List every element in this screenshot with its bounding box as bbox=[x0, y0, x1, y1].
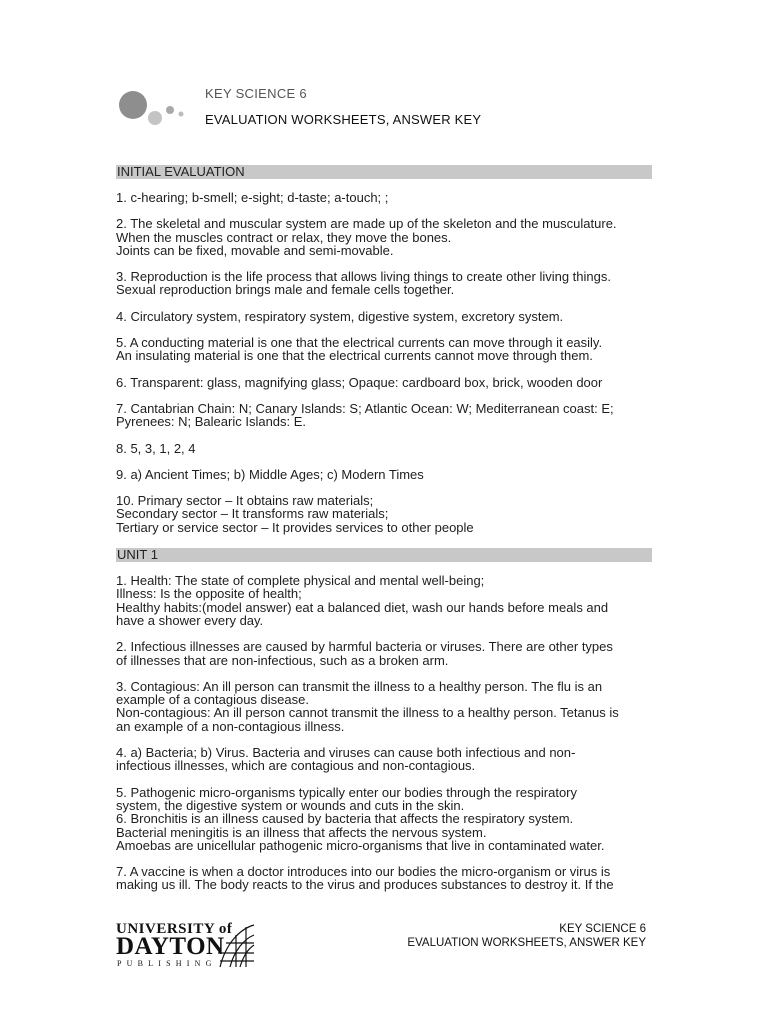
answer-item bbox=[116, 865, 652, 892]
answer-line: Pyrenees: N; Balearic Islands: E. bbox=[116, 414, 307, 430]
section-heading: UNIT 1 bbox=[116, 548, 652, 562]
answer-line: infectious illnesses, which are contagious and non-contagious. bbox=[116, 758, 476, 774]
document-subtitle: EVALUATION WORKSHEETS, ANSWER KEY bbox=[205, 112, 482, 127]
document-title: KEY SCIENCE 6 bbox=[205, 86, 307, 101]
publisher-name-line1: UNIVERSITY of bbox=[116, 921, 233, 937]
answer-line: 6. Transparent: glass, magnifying glass; Opaque: cardboard box, brick, wooden door bbox=[116, 374, 603, 390]
answer-line: 3. Contagious: An ill person can transmit the illness to a healthy person. The flu is an bbox=[116, 678, 603, 694]
answer-line: 7. A vaccine is when a doctor introduces into our bodies the micro-organism or virus is bbox=[116, 864, 611, 880]
answer-line: 2. The skeletal and muscular system are made up of the skeleton and the musculature. bbox=[116, 216, 617, 232]
gray-dots-icon bbox=[116, 88, 196, 128]
footer-subtitle: EVALUATION WORKSHEETS, ANSWER KEY bbox=[407, 937, 646, 949]
publisher-logo bbox=[116, 921, 256, 969]
answer-line: 2. Infectious illnesses are caused by harmful bacteria or viruses. There are other types bbox=[116, 639, 613, 655]
answer-item bbox=[116, 640, 652, 667]
answer-line: 9. a) Ancient Times; b) Middle Ages; c) Modern Times bbox=[116, 466, 424, 482]
answer-line: Tertiary or service sector – It provides services to other people bbox=[116, 519, 474, 535]
answer-line: making us ill. The body reacts to the virus and produces substances to destroy it. If the bbox=[116, 877, 614, 893]
answer-line: example of a contagious disease. bbox=[116, 692, 309, 708]
answer-item bbox=[116, 746, 652, 773]
answer-line: system, the digestive system or wounds and cuts in the skin. bbox=[116, 797, 465, 813]
answer-line: Illness: Is the opposite of health; bbox=[116, 586, 302, 602]
answer-line: 4. a) Bacteria; b) Virus. Bacteria and viruses can cause both infectious and non- bbox=[116, 745, 576, 761]
answer-line: Secondary sector – It transforms raw materials; bbox=[116, 506, 389, 522]
answer-item bbox=[116, 310, 652, 323]
publisher-name-line3: PUBLISHING bbox=[117, 959, 217, 968]
answer-line: Joints can be fixed, movable and semi-movable. bbox=[116, 242, 394, 258]
answer-line: Bacterial meningitis is an illness that affects the nervous system. bbox=[116, 824, 487, 840]
answer-item bbox=[116, 442, 652, 455]
footer-caption bbox=[407, 922, 646, 950]
answer-line: 7. Cantabrian Chain: N; Canary Islands: S; Atlantic Ocean: W; Mediterranean coast: E; bbox=[116, 400, 614, 416]
answer-line: An insulating material is one that the electrical currents cannot move through them. bbox=[116, 348, 593, 364]
answer-line: 10. Primary sector – It obtains raw materials; bbox=[116, 493, 374, 509]
answer-line: of illnesses that are non-infectious, such as a broken arm. bbox=[116, 652, 449, 668]
section-heading: INITIAL EVALUATION bbox=[116, 165, 652, 179]
answer-line: Amoebas are unicellular pathogenic micro-organisms that live in contaminated water. bbox=[116, 837, 605, 853]
answer-item bbox=[116, 402, 652, 429]
answer-line: 8. 5, 3, 1, 2, 4 bbox=[116, 440, 196, 456]
answer-line: When the muscles contract or relax, they move the bones. bbox=[116, 229, 452, 245]
answer-item bbox=[116, 376, 652, 389]
answer-item bbox=[116, 574, 652, 627]
answer-line: 1. Health: The state of complete physical and mental well-being; bbox=[116, 573, 485, 589]
section bbox=[116, 548, 652, 892]
answer-key-content bbox=[116, 165, 652, 905]
answer-item bbox=[116, 217, 652, 257]
globe-grid-icon bbox=[216, 923, 256, 969]
footer-title: KEY SCIENCE 6 bbox=[559, 923, 646, 935]
answer-line: an example of a non-contagious illness. bbox=[116, 718, 345, 734]
answer-line: 5. A conducting material is one that the electrical currents can move through it easily. bbox=[116, 335, 603, 351]
answer-item bbox=[116, 468, 652, 481]
answer-item bbox=[116, 494, 652, 534]
answer-item bbox=[116, 191, 652, 204]
answer-line: 4. Circulatory system, respiratory system, digestive system, excretory system. bbox=[116, 308, 564, 324]
answer-line: 1. c-hearing; b-smell; e-sight; d-taste; a-touch; ; bbox=[116, 190, 389, 205]
section bbox=[116, 165, 652, 534]
answer-line: Healthy habits:(model answer) eat a balanced diet, wash our hands before meals and bbox=[116, 599, 609, 615]
answer-line: 3. Reproduction is the life process that allows living things to create other living things. bbox=[116, 269, 611, 285]
answer-item bbox=[116, 680, 652, 733]
answer-item bbox=[116, 786, 652, 852]
answer-item bbox=[116, 336, 652, 363]
answer-line: have a shower every day. bbox=[116, 612, 264, 628]
answer-line: Non-contagious: An ill person cannot transmit the illness to a healthy person. Tetanus is bbox=[116, 705, 619, 721]
publisher-name-line2: DAYTON bbox=[116, 933, 225, 960]
answer-line: Sexual reproduction brings male and female cells together. bbox=[116, 282, 455, 298]
answer-line: 5. Pathogenic micro-organisms typically enter our bodies through the respiratory bbox=[116, 784, 578, 800]
answer-line: 6. Bronchitis is an illness caused by bacteria that affects the respiratory system. bbox=[116, 811, 574, 827]
answer-item bbox=[116, 270, 652, 297]
